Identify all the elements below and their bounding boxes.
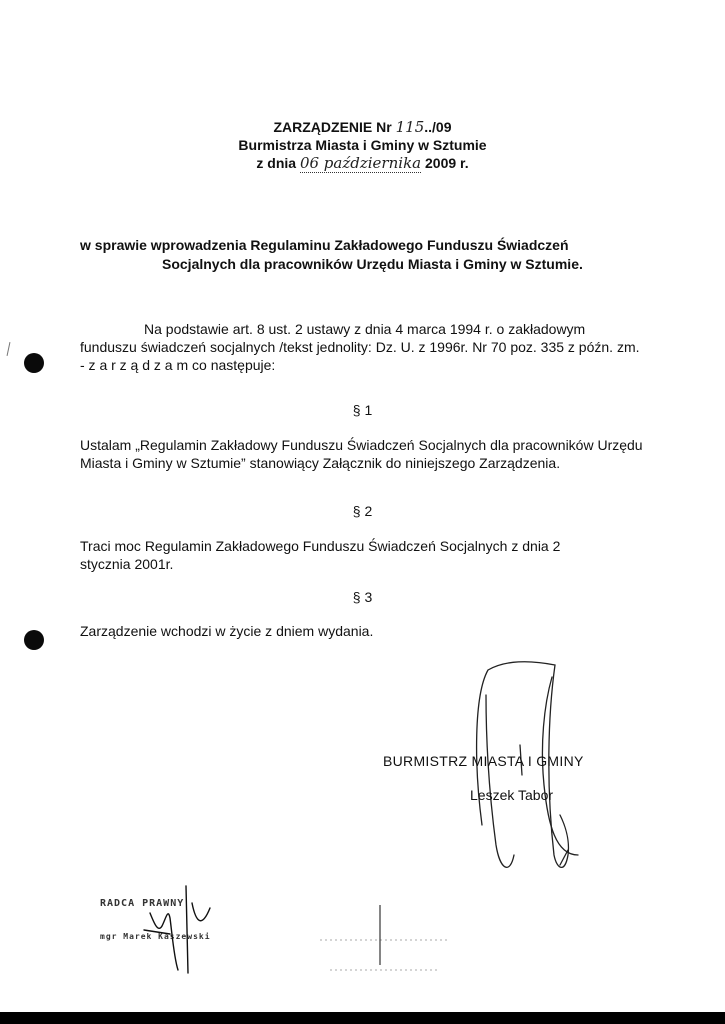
signature-title: BURMISTRZ MIASTA I GMINY — [383, 753, 584, 769]
section-2-mark: § 2 — [352, 503, 373, 519]
stamp-line-2: mgr Marek Kaszewski — [100, 932, 211, 941]
document-header — [0, 118, 725, 172]
punch-hole-upper — [24, 353, 44, 373]
handwritten-number: 115 — [395, 118, 425, 136]
date-prefix: z dnia — [256, 155, 300, 171]
title-prefix: ZARZĄDZENIE Nr — [273, 119, 396, 135]
section-3-mark: § 3 — [352, 589, 373, 605]
document-subject — [80, 236, 640, 274]
subject-line-1: w sprawie wprowadzenia Regulaminu Zakładowego Funduszu Świadczeń — [80, 237, 569, 253]
document-title — [0, 118, 725, 136]
date-suffix: 2009 r. — [421, 155, 469, 171]
signature-name: Leszek Tabor — [470, 787, 554, 803]
handwritten-signature — [460, 655, 590, 885]
subject-line-2: Socjalnych dla pracowników Urzędu Miasta i Gminy w Sztumie. — [162, 256, 583, 272]
punch-hole-lower — [24, 630, 44, 650]
stamp-signature — [140, 878, 220, 978]
issuer-line: Burmistrza Miasta i Gminy w Sztumie — [238, 137, 487, 153]
margin-mark — [7, 342, 11, 356]
section-2-text: Traci moc Regulamin Zakładowego Funduszu Świadczeń Socjalnych z dnia 2 stycznia 2001r. — [80, 538, 561, 572]
stamp-line-1: RADCA PRAWNY — [100, 898, 185, 909]
legal-advisor-stamp — [100, 890, 270, 980]
scan-edge-bar — [0, 1012, 725, 1024]
section-1-mark: § 1 — [352, 402, 373, 418]
legal-basis-paragraph — [80, 320, 640, 374]
legal-basis-text: Na podstawie art. 8 ust. 2 ustawy z dnia 4 marca 1994 r. o zakładowym funduszu świadczeń socjalnych /tekst jednolity: Dz. U. z 1996r. Nr 70 poz. 335 z późn. zm. - z a r z ą d z a m co następuje: — [80, 321, 640, 373]
faint-stamp-mark — [310, 900, 460, 1000]
section-1-text: Ustalam „Regulamin Zakładowy Funduszu Świadczeń Socjalnych dla pracowników Urzędu Miasta i Gminy w Sztumie” stanowiący Załącznik do niniejszego Zarządzenia. — [80, 437, 643, 471]
title-suffix: ../09 — [424, 119, 452, 135]
section-3-text: Zarządzenie wchodzi w życie z dniem wydania. — [80, 623, 374, 639]
date-line — [0, 154, 725, 172]
handwritten-date: 06 października — [299, 154, 422, 172]
